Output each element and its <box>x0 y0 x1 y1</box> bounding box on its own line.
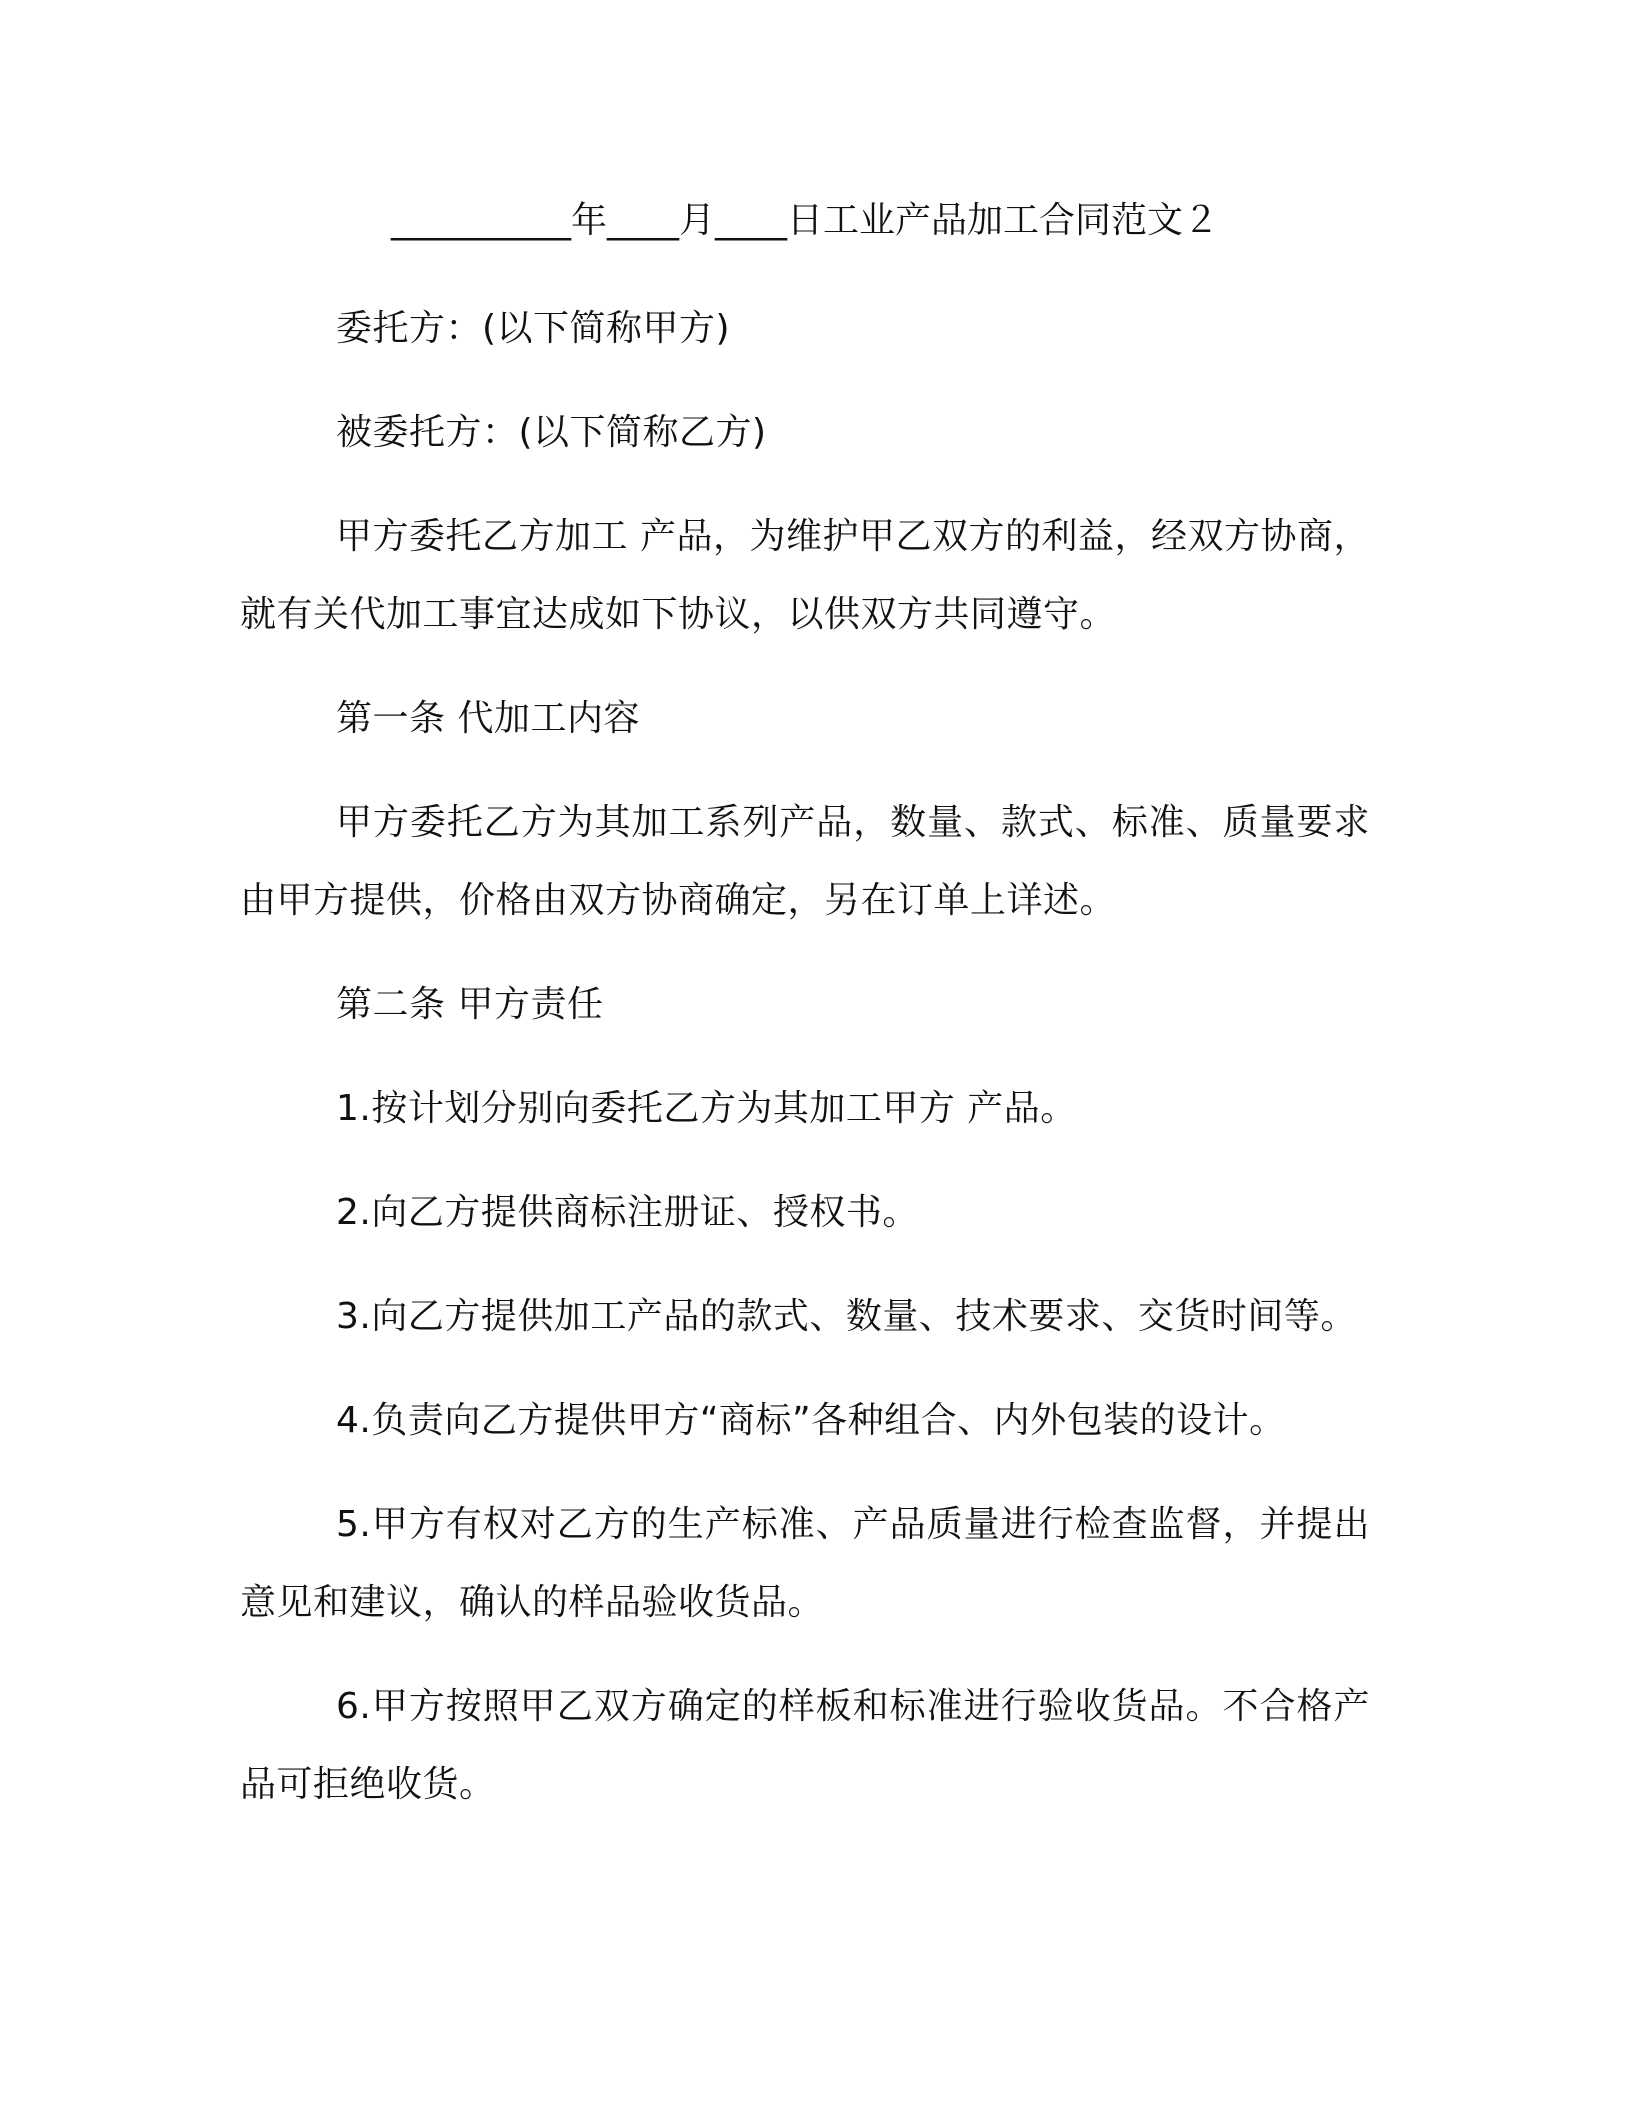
article-2-item-2: 2.向乙方提供商标注册证、授权书。 <box>336 1192 919 1233</box>
document-title: __________年____月____日工业产品加工合同范文２ <box>390 200 1219 241</box>
article-2-item-1: 1.按计划分别向委托乙方为其加工甲方 产品。 <box>336 1088 1077 1129</box>
article-2-heading: 第二条 甲方责任 <box>336 984 604 1025</box>
party-a-line: 委托方：(以下简称甲方) <box>336 308 731 349</box>
article-1-body: 甲方委托乙方为其加工系列产品，数量、款式、标准、质量要求由甲方提供，价格由双方协商确定，另在订单上详述。 <box>240 802 1370 921</box>
article-1-heading: 第一条 代加工内容 <box>336 698 640 739</box>
article-2-item-3: 3.向乙方提供加工产品的款式、数量、技术要求、交货时间等。 <box>336 1296 1357 1337</box>
article-2-item-6: 6.甲方按照甲乙双方确定的样板和标准进行验收货品。不合格产品可拒绝收货。 <box>240 1686 1370 1805</box>
article-2-item-5: 5.甲方有权对乙方的生产标准、产品质量进行检查监督，并提出意见和建议，确认的样品验收货品。 <box>240 1504 1370 1623</box>
party-b-line: 被委托方：(以下简称乙方) <box>336 412 767 453</box>
article-2-item-4: 4.负责向乙方提供甲方“商标”各种组合、内外包装的设计。 <box>336 1400 1286 1441</box>
preamble-paragraph: 甲方委托乙方加工 产品，为维护甲乙双方的利益，经双方协商，就有关代加工事宜达成如下协议，以供双方共同遵守。 <box>240 516 1370 635</box>
document-body <box>240 186 1370 1850</box>
